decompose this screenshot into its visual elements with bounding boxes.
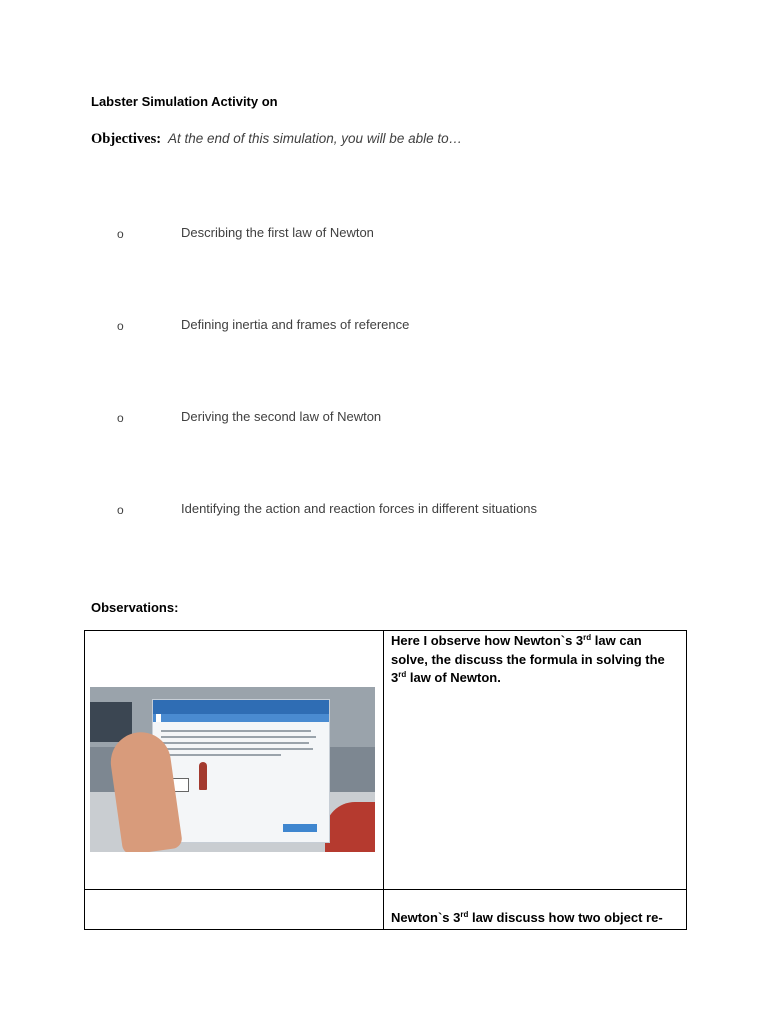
tab-theory <box>164 714 165 722</box>
bullet-marker: o <box>117 319 124 333</box>
tab-media <box>168 714 169 722</box>
simulation-screenshot <box>90 687 375 852</box>
continue-button <box>283 824 317 832</box>
text-line <box>161 748 313 750</box>
empty-cell <box>85 890 384 930</box>
observations-heading: Observations: <box>91 600 179 615</box>
objectives-line <box>91 130 462 148</box>
objective-item: Describing the first law of Newton <box>181 225 374 240</box>
text-line <box>161 754 281 756</box>
objective-item: Defining inertia and frames of reference <box>181 317 410 332</box>
objective-item: Deriving the second law of Newton <box>181 409 382 424</box>
objectives-intro: At the end of this simulation, you will be able to… <box>167 131 463 146</box>
text-line <box>161 730 311 732</box>
observation-text: Newton`s 3rd law discuss how two object re- <box>391 910 663 925</box>
tab-mission <box>172 714 173 722</box>
text-line <box>161 742 309 744</box>
tab-home <box>156 714 161 722</box>
document-title: Labster Simulation Activity on <box>91 94 278 109</box>
bullet-marker: o <box>117 411 124 425</box>
table-row <box>85 890 687 930</box>
character-figure <box>199 762 207 790</box>
objectives-label: Objectives: <box>91 131 162 147</box>
observation-cell <box>384 890 687 930</box>
bullet-marker: o <box>117 227 124 241</box>
bullet-marker: o <box>117 503 124 517</box>
observation-cell <box>384 631 687 890</box>
panel-header <box>153 700 329 714</box>
observation-text: Here I observe how Newton`s 3rd law can solve, the discuss the formula in solving the 3rd law of Newton. <box>391 633 665 685</box>
panel-tabs <box>153 714 329 722</box>
objective-item: Identifying the action and reaction forces in different situations <box>181 501 538 516</box>
text-line <box>161 736 316 738</box>
